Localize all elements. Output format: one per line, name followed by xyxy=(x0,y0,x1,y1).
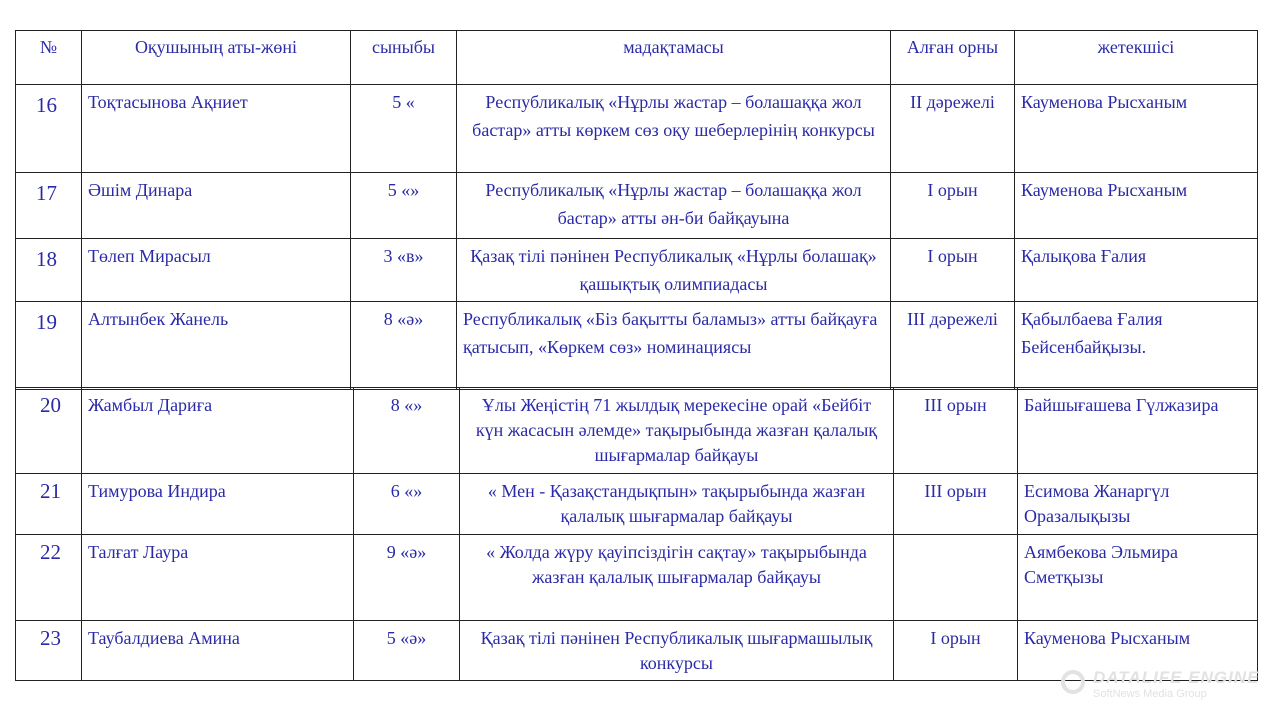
student-name: Төлеп Мирасыл xyxy=(82,239,351,302)
row-number: 21 xyxy=(16,474,82,535)
student-class: 3 «в» xyxy=(351,239,457,302)
header-num: № xyxy=(16,31,82,85)
student-class: 5 «» xyxy=(351,173,457,239)
award-description: Республикалық «Біз бақытты баламыз» атты байқауға қатысып, «Көркем сөз» номинациясы xyxy=(457,302,891,390)
row-number: 18 xyxy=(16,239,82,302)
header-name: Оқушының аты-жөні xyxy=(82,31,351,85)
student-class: 6 «» xyxy=(354,474,460,535)
leader-name: Байшығашева Гүлжазира xyxy=(1018,388,1258,474)
student-class: 8 «ә» xyxy=(351,302,457,390)
leader-name: Қалықова Ғалия xyxy=(1015,239,1258,302)
table-row xyxy=(16,535,1258,621)
award-description: « Мен - Қазақстандықпын» тақырыбында жазған қалалық шығармалар байқауы xyxy=(460,474,894,535)
place-result xyxy=(894,535,1018,621)
award-description: « Жолда жүру қауіпсіздігін сақтау» тақырыбында жазған қалалық шығармалар байқауы xyxy=(460,535,894,621)
leader-name: Аямбекова Эльмира Сметқызы xyxy=(1018,535,1258,621)
header-leader: жетекшісі xyxy=(1015,31,1258,85)
table-row xyxy=(16,474,1258,535)
leader-name: Кауменова Рысханым xyxy=(1015,85,1258,173)
row-number: 16 xyxy=(16,85,82,173)
row-number: 20 xyxy=(16,388,82,474)
leader-name: Қабылбаева Ғалия Бейсенбайқызы. xyxy=(1015,302,1258,390)
student-name: Әшім Динара xyxy=(82,173,351,239)
row-number: 22 xyxy=(16,535,82,621)
row-number: 23 xyxy=(16,621,82,681)
table-row xyxy=(16,388,1258,474)
leader-name: Есимова Жанаргүл Оразалықызы xyxy=(1018,474,1258,535)
award-description: Республикалық «Нұрлы жастар – болашаққа жол бастар» атты көркем сөз оқу шеберлерінің конкурсы xyxy=(457,85,891,173)
award-description: Қазақ тілі пәнінен Республикалық шығармашылық конкурсы xyxy=(460,621,894,681)
datalife-logo-icon xyxy=(1061,670,1085,694)
place-result: ІІІ дәрежелі xyxy=(891,302,1015,390)
table-row xyxy=(16,85,1258,173)
header-class: сыныбы xyxy=(351,31,457,85)
award-description: Ұлы Жеңістің 71 жылдық мерекесіне орай «Бейбіт күн жасасын әлемде» тақырыбында жазған қалалық шығармалар байқауы xyxy=(460,388,894,474)
leader-name: Кауменова Рысханым xyxy=(1015,173,1258,239)
watermark-title: DATALIFE ENGINE xyxy=(1093,668,1260,687)
header-place: Алған орны xyxy=(891,31,1015,85)
student-class: 5 «ә» xyxy=(354,621,460,681)
table-row xyxy=(16,239,1258,302)
watermark xyxy=(1061,668,1266,704)
student-class: 5 « xyxy=(351,85,457,173)
watermark-subtitle: SoftNews Media Group xyxy=(1093,688,1207,700)
student-class: 8 «» xyxy=(354,388,460,474)
student-name: Жамбыл Дариға xyxy=(82,388,354,474)
table-row xyxy=(16,173,1258,239)
results-table-top xyxy=(15,30,1258,390)
student-name: Тоқтасынова Ақниет xyxy=(82,85,351,173)
place-result: ІІ дәрежелі xyxy=(891,85,1015,173)
place-result: І орын xyxy=(894,621,1018,681)
place-result: ІІІ орын xyxy=(894,474,1018,535)
student-name: Талғат Лаура xyxy=(82,535,354,621)
student-class: 9 «ә» xyxy=(354,535,460,621)
leader-name: Кауменова Рысханым xyxy=(1018,621,1258,681)
award-description: Республикалық «Нұрлы жастар – болашаққа жол бастар» атты ән-би байқауына xyxy=(457,173,891,239)
row-number: 17 xyxy=(16,173,82,239)
place-result: І орын xyxy=(891,239,1015,302)
row-number: 19 xyxy=(16,302,82,390)
student-name: Тимурова Индира xyxy=(82,474,354,535)
header-award: мадақтамасы xyxy=(457,31,891,85)
student-name: Алтынбек Жанель xyxy=(82,302,351,390)
header-row xyxy=(16,31,1258,85)
table-row xyxy=(16,302,1258,390)
place-result: І орын xyxy=(891,173,1015,239)
place-result: ІІІ орын xyxy=(894,388,1018,474)
award-description: Қазақ тілі пәнінен Республикалық «Нұрлы болашақ» қашықтық олимпиадасы xyxy=(457,239,891,302)
results-table-bottom xyxy=(15,387,1258,681)
student-name: Таубалдиева Амина xyxy=(82,621,354,681)
